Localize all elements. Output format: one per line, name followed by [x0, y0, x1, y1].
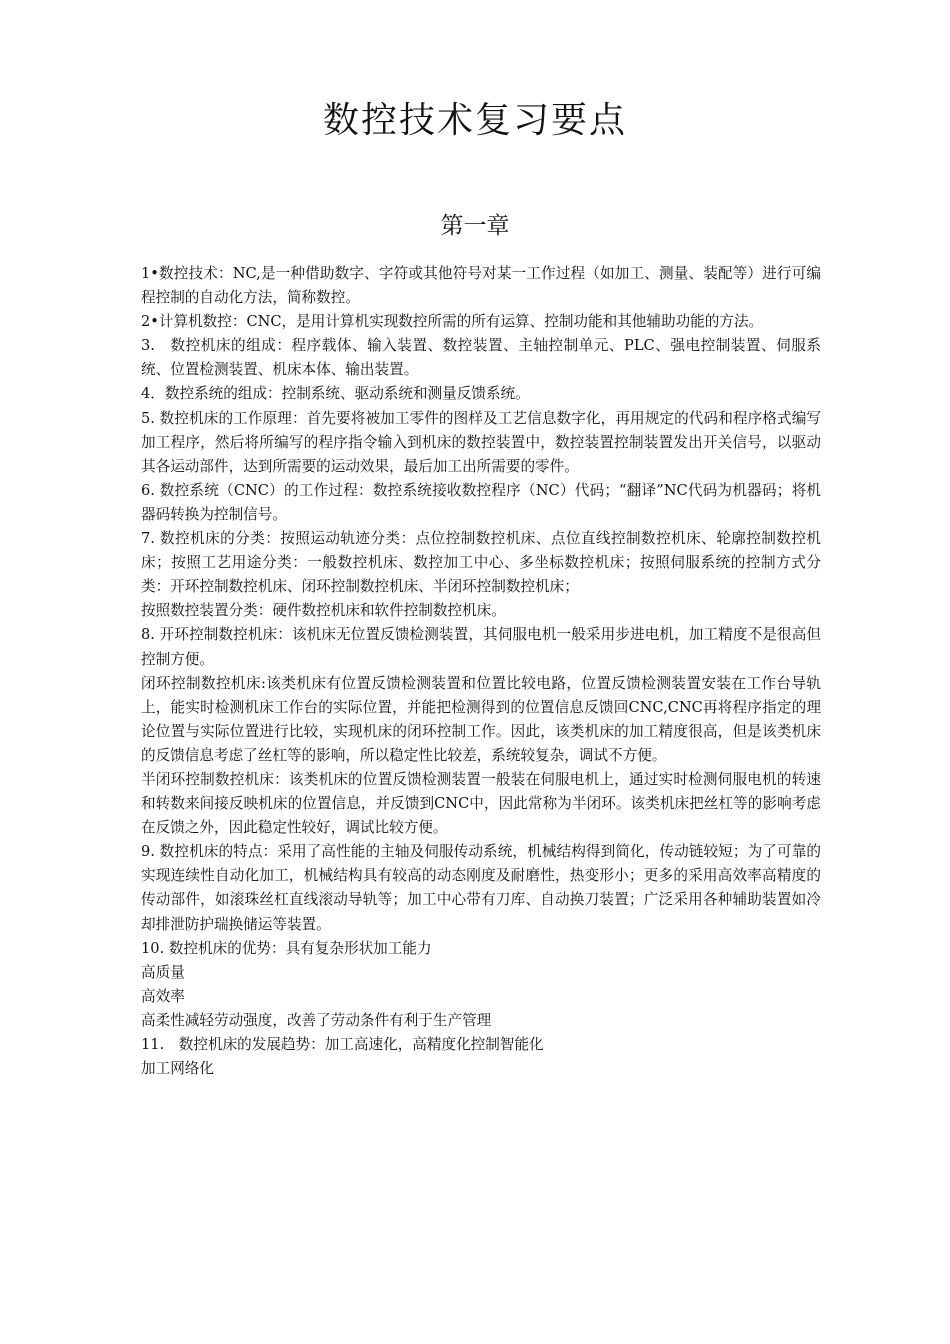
paragraph-11-networking: 加工网络化	[141, 1060, 214, 1078]
paragraph-10-quality: 高质量	[141, 963, 185, 981]
paragraph-8: 8. 开环控制数控机床：该机床无位置反馈检测装置，其伺服电机一般采用步进电机，加工精度不是很高但控制方便。	[141, 626, 821, 668]
paragraph-5: 5. 数控机床的工作原理：首先要将被加工零件的图样及工艺信息数字化，再用规定的代码和程序格式编写加工程序，然后将所编写的程序指令输入到机床的数控装置中，数控装置控制装置发出开关信号，以驱动其各运动部件，达到所需要的运动效果，最后加工出所需要的零件。	[141, 409, 821, 475]
chapter-heading: 第一章	[440, 213, 510, 239]
paragraph-9: 9. 数控机床的特点：采用了高性能的主轴及伺服传动系统，机械结构得到简化，传动链较短；为了可靠的实现连续性自动化加工，机械结构具有较高的动态刚度及耐磨性，热变形小；更多的采用高效率高精度的传动部件，如滚珠丝杠直线滚动导轨等；加工中心带有刀库、自动换刀装置；广泛采用各种辅助装置如冷却排泄防护瑞换储运等装置。	[141, 843, 821, 933]
paragraph-2: 2•计算机数控：CNC，是用计算机实现数控所需的所有运算、控制功能和其他辅助功能的方法。	[141, 313, 764, 331]
paragraph-8-semi-closed-loop: 半闭环控制数控机床：该类机床的位置反馈检测装置一般装在伺服电机上，通过实时检测伺服电机的转速和转数来间接反映机床的位置信息，并反馈到CNC中，因此常称为半闭环。该类机床把丝杠等的影响考虑在反馈之外，因此稳定性较好，调试比较方便。	[141, 770, 821, 837]
paragraph-10: 10. 数控机床的优势：具有复杂形状加工能力	[141, 939, 432, 957]
paragraph-10-flexibility: 高柔性减轻劳动强度，改善了劳动条件有利于生产管理	[141, 1011, 492, 1029]
document-body	[141, 262, 821, 1081]
paragraph-4: 4．数控系统的组成：控制系统、驱动系统和测量反馈系统。	[141, 385, 530, 403]
paragraph-6: 6. 数控系统（CNC）的工作过程：数控系统接收数控程序（NC）代码；“翻译”NC代码为机器码；将机器码转换为控制信号。	[141, 481, 821, 523]
document-title: 数控技术复习要点	[322, 100, 627, 141]
paragraph-8-closed-loop: 闭环控制数控机床:该类机床有位置反馈检测装置和位置比较电路，位置反馈检测装置安装在工作台导轨上，能实时检测机床工作台的实际位置，并能把检测得到的位置信息反馈回CNC,CNC再将程序指定的理论位置与实际位置进行比较，实现机床的闭环控制工作。因此，该类机床的加工精度很高，但是该类机床的反馈信息考虑了丝杠等的影响，所以稳定性比较差，系统较复杂，调试不方便。	[141, 674, 821, 764]
paragraph-1: 1•数控技术：NC,是一种借助数字、字符或其他符号对某一工作过程（如加工、测量、装配等）进行可编程控制的自动化方法，简称数控。	[141, 265, 821, 307]
paragraph-3: 3. 数控机床的组成：程序载体、输入装置、数控装置、主轴控制单元、PLC、强电控制装置、伺服系统、位置检测装置、机床本体、输出装置。	[141, 337, 821, 379]
paragraph-7-continued: 按照数控装置分类：硬件数控机床和软件控制数控机床。	[141, 602, 506, 620]
paragraph-7: 7. 数控机床的分类：按照运动轨迹分类：点位控制数控机床、点位直线控制数控机床、轮廓控制数控机床；按照工艺用途分类：一般数控机床、数控加工中心、多坐标数控机床；按照伺服系统的控制方式分类：开环控制数控机床、闭环控制数控机床、半闭环控制数控机床；	[141, 530, 821, 596]
paragraph-10-efficiency: 高效率	[141, 987, 185, 1005]
paragraph-11: 11. 数控机床的发展趋势：加工高速化，高精度化控制智能化	[141, 1036, 544, 1053]
